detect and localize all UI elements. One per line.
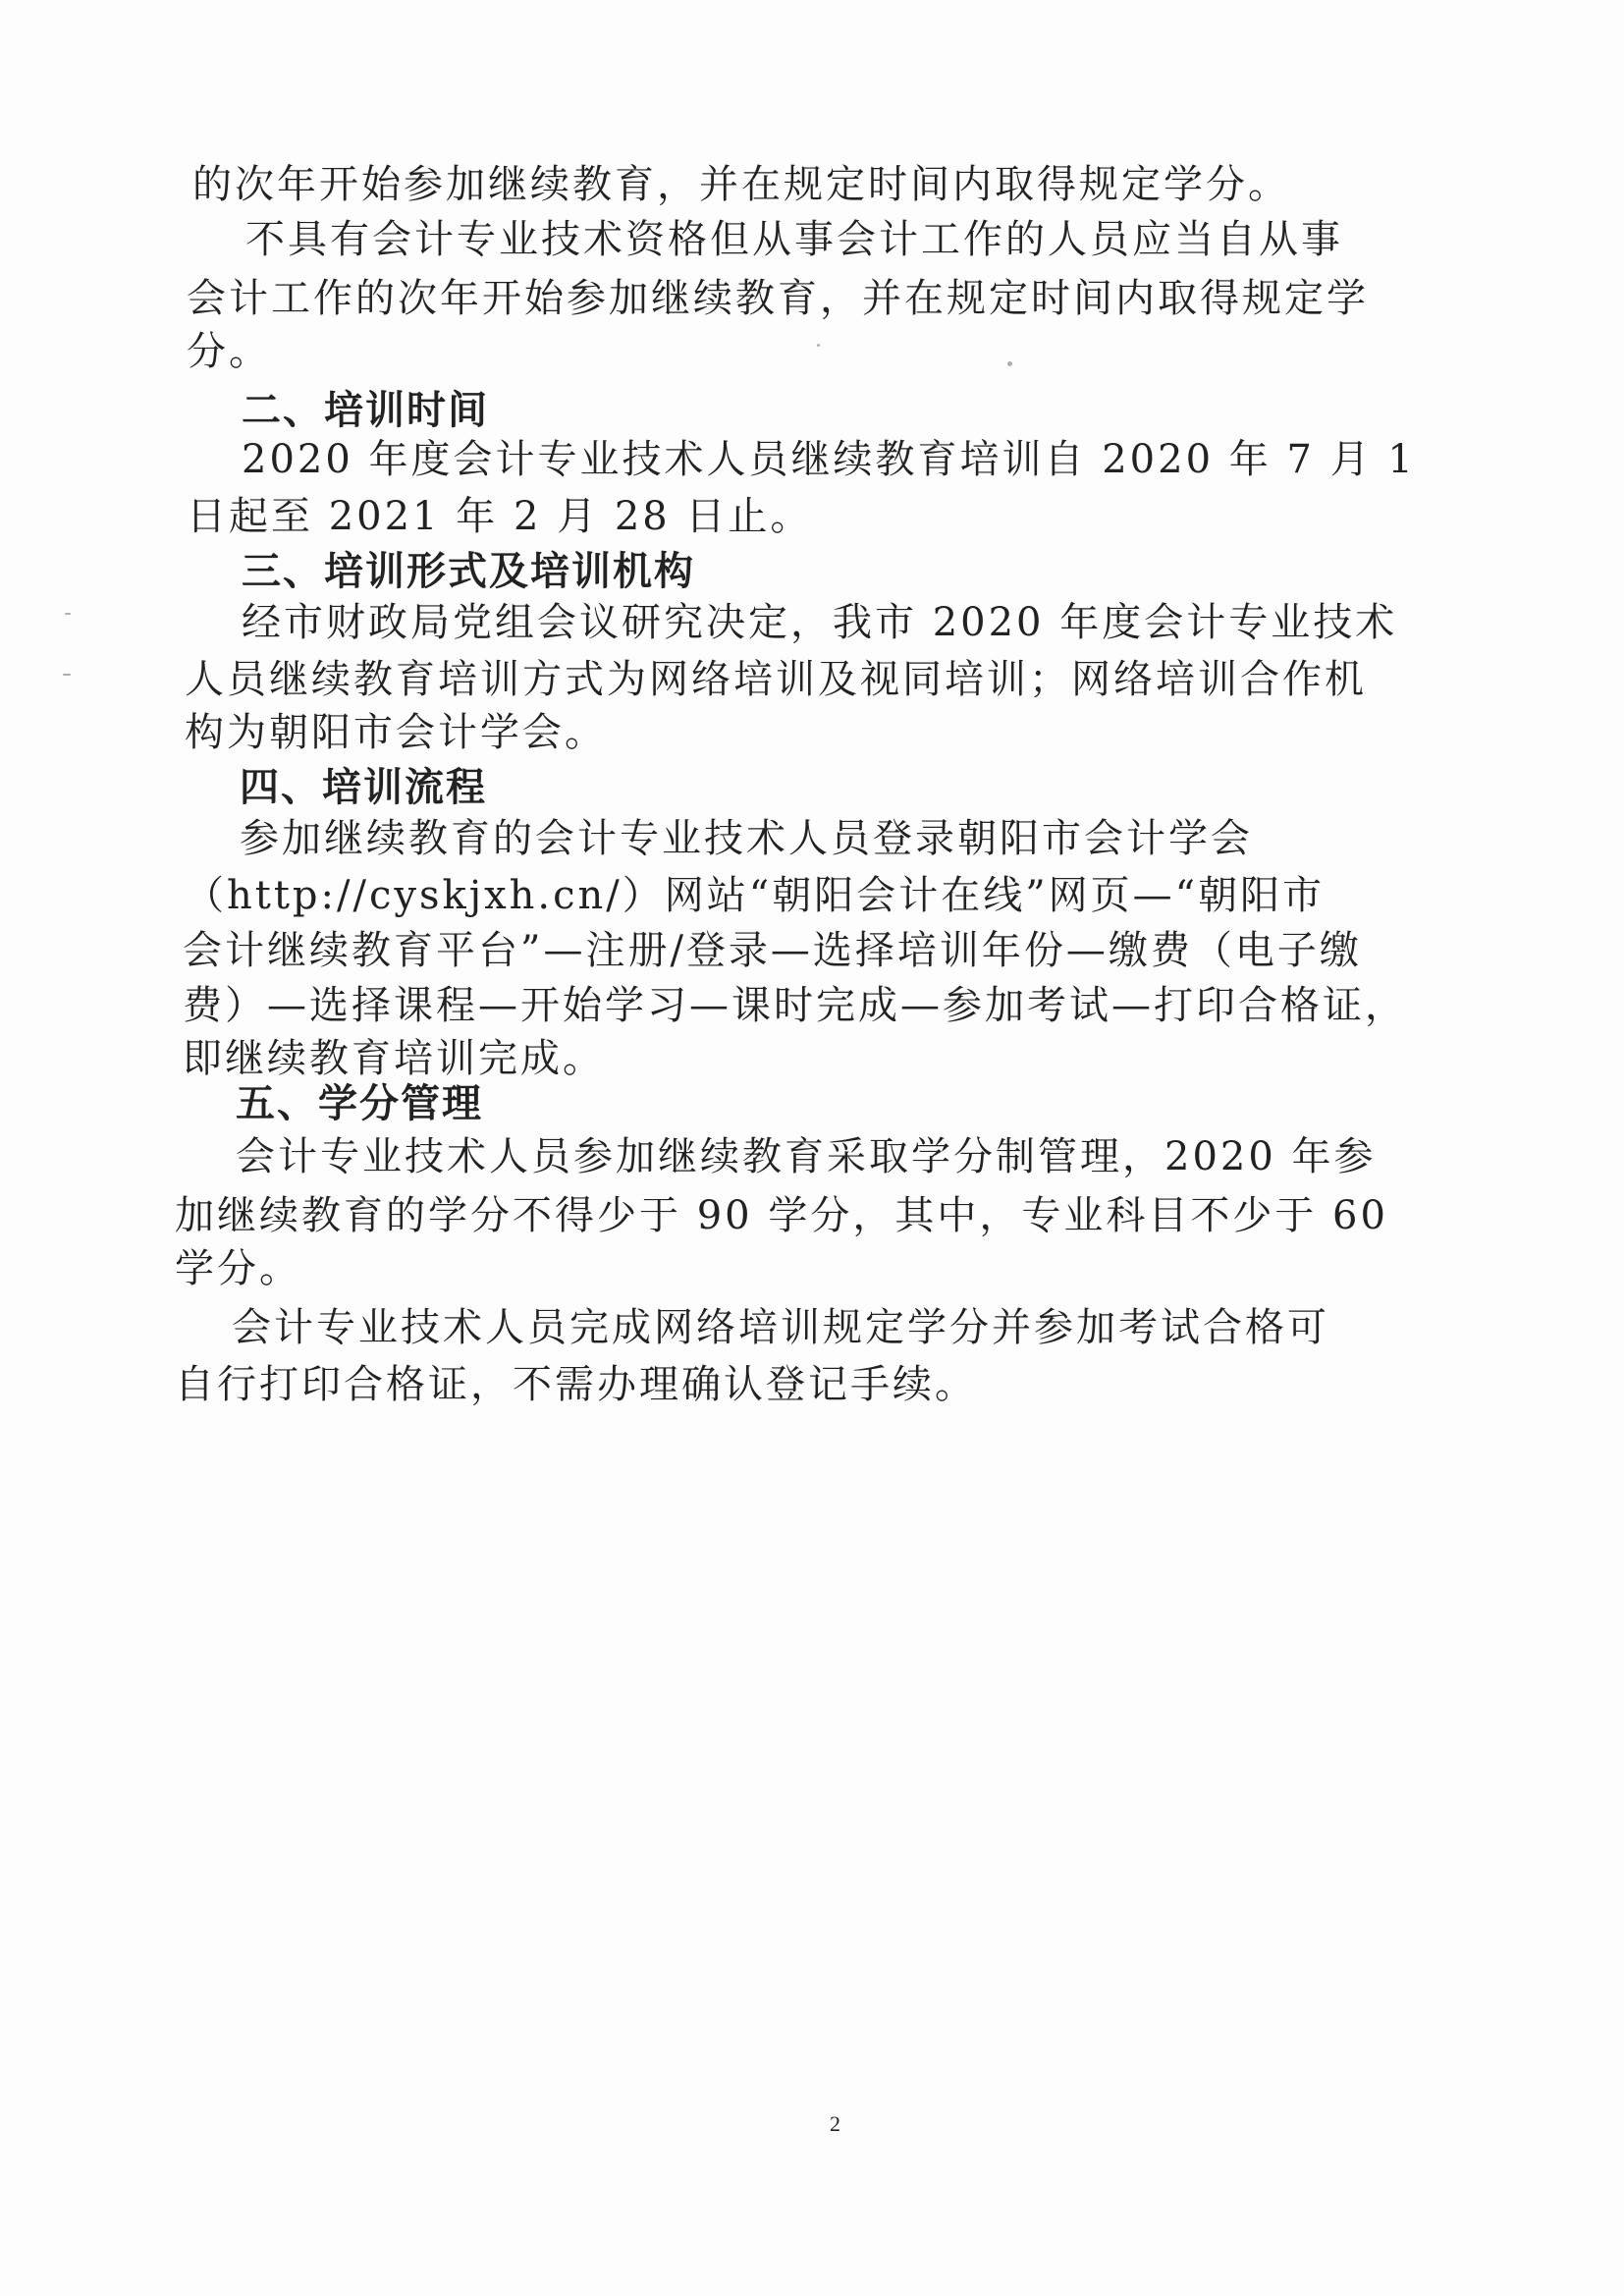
paragraph-line: 经市财政局党组会议研究决定，我市 2020 年度会计专业技术 bbox=[242, 600, 1398, 645]
paragraph-line: 学分。 bbox=[175, 1246, 301, 1291]
scan-speck bbox=[65, 613, 71, 615]
paragraph-line: 的次年开始参加继续教育，并在规定时间内取得规定学分。 bbox=[192, 162, 1290, 207]
section-heading-training-time: 二、培训时间 bbox=[242, 388, 489, 433]
paragraph-line: （http://cyskjxh.cn/）网站“朝阳会计在线”网页—“朝阳市 bbox=[185, 873, 1326, 918]
paragraph-line: 加继续教育的学分不得少于 90 学分，其中，专业科目不少于 60 bbox=[175, 1193, 1388, 1238]
paragraph-line: 会计继续教育平台”—注册/登录—选择培训年份—缴费（电子缴 bbox=[183, 928, 1362, 973]
paragraph-line: 会计专业技术人员参加继续教育采取学分制管理，2020 年参 bbox=[236, 1134, 1377, 1179]
paragraph-line: 构为朝阳市会计学会。 bbox=[185, 710, 607, 755]
paragraph-line: 2020 年度会计专业技术人员继续教育培训自 2020 年 7 月 1 bbox=[242, 437, 1416, 482]
scan-speck bbox=[817, 344, 820, 347]
paragraph-line: 费）—选择课程—开始学习—课时完成—参加考试—打印合格证， bbox=[183, 983, 1407, 1028]
section-heading-credit-management: 五、学分管理 bbox=[236, 1081, 483, 1126]
paragraph-line: 不具有会计专业技术资格但从事会计工作的人员应当自从事 bbox=[245, 217, 1343, 262]
section-heading-training-format: 三、培训形式及培训机构 bbox=[242, 549, 695, 594]
scan-speck bbox=[1007, 361, 1012, 366]
paragraph-line: 即继续教育培训完成。 bbox=[183, 1036, 605, 1081]
paragraph-line: 日起至 2021 年 2 月 28 日止。 bbox=[187, 494, 813, 539]
scan-speck bbox=[63, 674, 71, 676]
paragraph-line: 人员继续教育培训方式为网络培训及视同培训；网络培训合作机 bbox=[185, 657, 1367, 702]
page-number: 2 bbox=[830, 2111, 840, 2136]
paragraph-line: 分。 bbox=[187, 329, 271, 374]
section-heading-training-process: 四、培训流程 bbox=[240, 765, 487, 810]
paragraph-line: 自行打印合格证，不需办理确认登记手续。 bbox=[175, 1362, 977, 1407]
paragraph-line: 会计工作的次年开始参加继续教育，并在规定时间内取得规定学 bbox=[187, 276, 1369, 321]
paragraph-line: 会计专业技术人员完成网络培训规定学分并参加考试合格可 bbox=[232, 1305, 1329, 1350]
paragraph-line: 参加继续教育的会计专业技术人员登录朝阳市会计学会 bbox=[240, 816, 1253, 861]
